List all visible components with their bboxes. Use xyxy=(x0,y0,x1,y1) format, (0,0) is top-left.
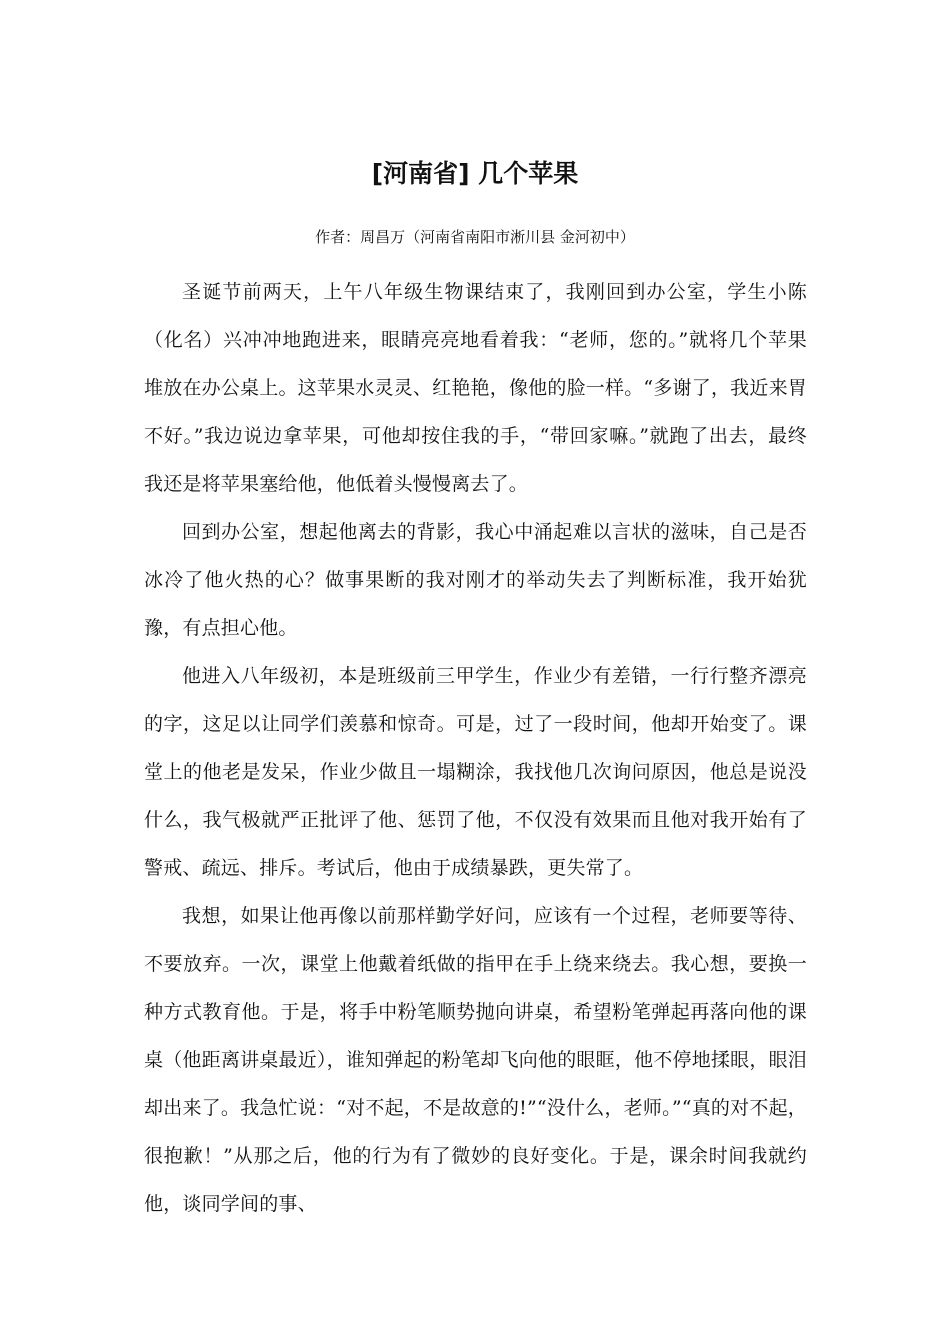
paragraph: 他进入八年级初，本是班级前三甲学生，作业少有差错，一行行整齐漂亮的字，这足以让同学们羡慕和惊奇。可是，过了一段时间，他却开始变了。课堂上的他老是发呆，作业少做且一塌糊涂，我找他几次询问原因，他总是说没什么，我气极就严正批评了他、惩罚了他，不仅没有效果而且他对我开始有了警戒、疏远、排斥。考试后，他由于成绩暴跌，更失常了。 xyxy=(144,665,807,879)
article-title: [河南省] 几个苹果 xyxy=(371,159,579,188)
author-byline: 作者：周昌万（河南省南阳市淅川县 金河初中） xyxy=(315,228,635,246)
paragraph: 圣诞节前两天，上午八年级生物课结束了，我刚回到办公室，学生小陈（化名）兴冲冲地跑进来，眼睛亮亮地看着我：“老师，您的。”就将几个苹果堆放在办公桌上。这苹果水灵灵、红艳艳，像他的脸一样。“多谢了，我近来胃不好。”我边说边拿苹果，可他却按住我的手，“带回家嘛。”就跑了出去，最终我还是将苹果塞给他，他低着头慢慢离去了。 xyxy=(144,281,807,495)
paragraph: 回到办公室，想起他离去的背影，我心中涌起难以言状的滋味，自己是否冰冷了他火热的心？做事果断的我对刚才的举动失去了判断标准，我开始犹豫，有点担心他。 xyxy=(144,521,807,639)
article-body xyxy=(144,268,807,1228)
paragraph: 我想，如果让他再像以前那样勤学好问，应该有一个过程，老师要等待、不要放弃。一次，课堂上他戴着纸做的指甲在手上绕来绕去。我心想，要换一种方式教育他。于是，将手中粉笔顺势抛向讲桌，希望粉笔弹起再落向他的课桌（他距离讲桌最近），谁知弹起的粉笔却飞向他的眼眶，他不停地揉眼，眼泪却出来了。我急忙说：“对不起，不是故意的!”“没什么，老师。”“真的对不起，很抱歉！”从那之后，他的行为有了微妙的良好变化。于是，课余时间我就约他，谈同学间的事、 xyxy=(144,905,807,1215)
